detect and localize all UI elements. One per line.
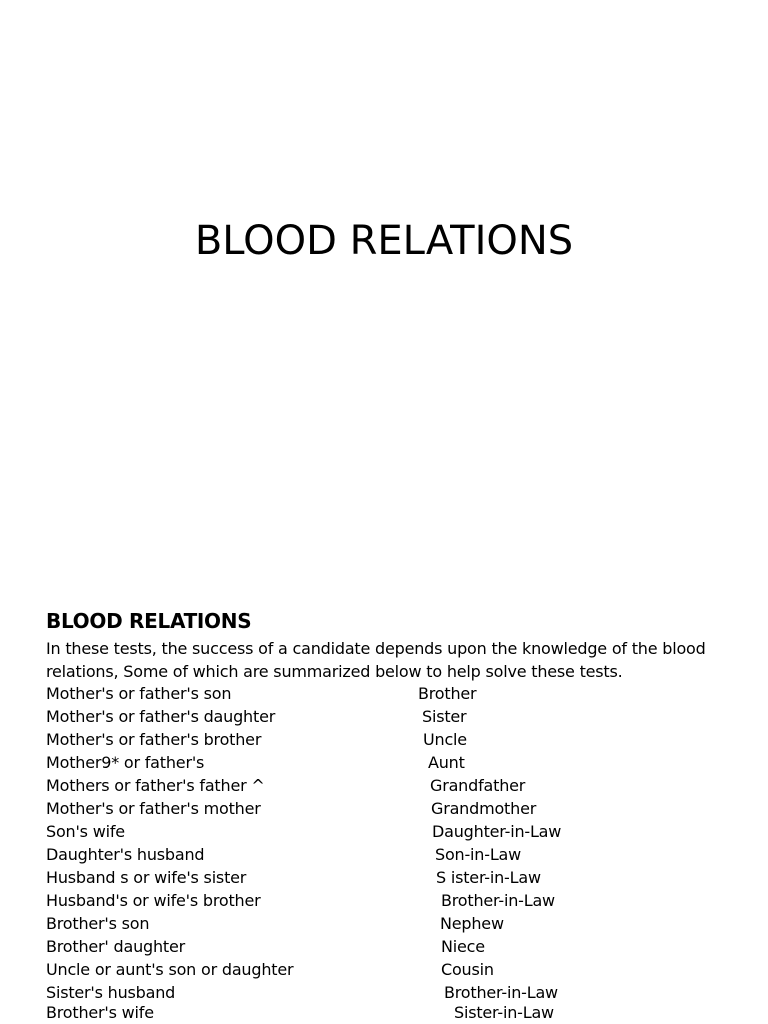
relation-term: Brother' daughter <box>46 937 186 956</box>
relation-term: Brother's son <box>46 914 150 933</box>
section-heading: BLOOD RELATIONS <box>46 609 252 633</box>
relation-name: Brother-in-Law <box>444 983 558 1002</box>
relation-row <box>0 935 768 958</box>
relation-term: Daughter's husband <box>46 845 205 864</box>
relation-name: S ister-in-Law <box>436 868 541 887</box>
relation-row <box>0 797 768 820</box>
relation-row <box>0 866 768 889</box>
intro-paragraph: In these tests, the success of a candidate depends upon the knowledge of the blood relations, Some of which are summarized below to help solve these tests. <box>46 639 706 681</box>
relation-term: Brother's wife <box>46 1003 154 1022</box>
relation-row <box>0 889 768 912</box>
relation-name: Uncle <box>423 730 467 749</box>
relation-term: Mother's or father's mother <box>46 799 261 818</box>
relation-term: Husband's or wife's brother <box>46 891 261 910</box>
slide-title: BLOOD RELATIONS <box>194 218 574 264</box>
relation-name: Sister-in-Law <box>454 1003 554 1022</box>
relation-row <box>0 820 768 843</box>
relation-row <box>0 958 768 981</box>
relation-row <box>0 774 768 797</box>
relation-row <box>0 843 768 866</box>
relation-row <box>0 682 768 705</box>
relation-term: Mother's or father's brother <box>46 730 262 749</box>
relation-name: Brother <box>418 684 477 703</box>
relation-name: Sister <box>422 707 467 726</box>
relation-term: Uncle or aunt's son or daughter <box>46 960 294 979</box>
relation-row <box>0 912 768 935</box>
relation-name: Grandmother <box>431 799 537 818</box>
relation-name: Daughter-in-Law <box>432 822 562 841</box>
relation-term: Sister's husband <box>46 983 176 1002</box>
relation-row <box>0 705 768 728</box>
relation-term: Mother's or father's son <box>46 684 232 703</box>
relation-term: Mothers or father's father ^ <box>46 776 265 795</box>
relation-name: Cousin <box>441 960 494 979</box>
relation-name: Son-in-Law <box>435 845 522 864</box>
relation-name: Nephew <box>440 914 504 933</box>
relation-name: Grandfather <box>430 776 526 795</box>
relation-name: Niece <box>441 937 485 956</box>
relation-row <box>0 1001 768 1024</box>
relation-term: Husband s or wife's sister <box>46 868 247 887</box>
relation-term: Son's wife <box>46 822 125 841</box>
relation-name: Aunt <box>428 753 465 772</box>
relation-term: Mother's or father's daughter <box>46 707 276 726</box>
relation-name: Brother-in-Law <box>441 891 555 910</box>
relation-row <box>0 751 768 774</box>
relation-row <box>0 728 768 751</box>
relation-term: Mother9* or father's <box>46 753 205 772</box>
